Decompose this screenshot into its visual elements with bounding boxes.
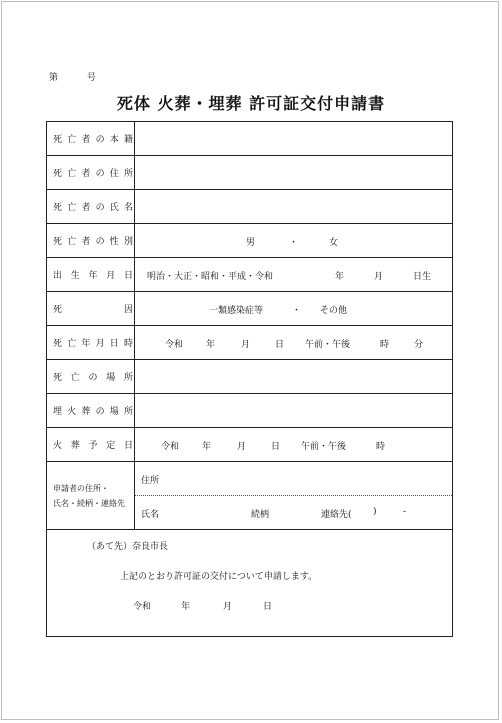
field-death-datetime[interactable] xyxy=(135,326,453,360)
field-deceased-address[interactable] xyxy=(135,156,453,190)
doc-number-prefix: 第 xyxy=(49,73,59,83)
death-ampm[interactable]: 午前・午後 xyxy=(305,340,351,350)
label-birth-date: 出 生 年 月 日 xyxy=(47,258,135,292)
row-applicant xyxy=(47,462,453,530)
field-cremation-date[interactable] xyxy=(135,428,453,462)
death-era: 令和 xyxy=(165,340,184,350)
applicant-contact-dash: - xyxy=(403,507,407,517)
field-deceased-domicile[interactable] xyxy=(135,122,453,156)
cremation-year-unit: 年 xyxy=(202,442,212,452)
label-death-place: 死 亡 の 場 所 xyxy=(47,360,135,394)
option-male[interactable]: 男 xyxy=(246,238,256,248)
label-deceased-address: 死 亡 者 の 住 所 xyxy=(47,156,135,190)
applicant-name-label: 氏名 xyxy=(141,510,160,520)
closing-section xyxy=(47,530,453,637)
cause-option-infectious[interactable]: 一類感染症等 xyxy=(209,306,264,316)
applicant-name-field[interactable] xyxy=(135,496,452,529)
row-deceased-address xyxy=(47,156,453,190)
closing-day-unit: 日 xyxy=(263,602,273,612)
field-deceased-name[interactable] xyxy=(135,190,453,224)
cause-separator: ・ xyxy=(292,306,302,316)
applicant-contact-label: 連絡先( xyxy=(321,510,352,520)
row-deceased-name xyxy=(47,190,453,224)
cremation-hour-unit: 時 xyxy=(376,442,386,452)
addressee: （あて先）奈良市長 xyxy=(87,542,169,552)
label-deceased-sex: 死 亡 者 の 性 別 xyxy=(47,224,135,258)
field-burial-place[interactable] xyxy=(135,394,453,428)
applicant-label-line2: 氏名・続柄・連絡先 xyxy=(53,498,125,508)
row-cremation-date xyxy=(47,428,453,462)
label-burial-place: 埋 火 葬 の 場 所 xyxy=(47,394,135,428)
label-cremation-date: 火 葬 予 定 日 xyxy=(47,428,135,462)
label-death-datetime: 死 亡 年 月 日 時 xyxy=(47,326,135,360)
label-deceased-domicile: 死 亡 者 の 本 籍 xyxy=(47,122,135,156)
label-deceased-name: 死 亡 者 の 氏 名 xyxy=(47,190,135,224)
document-number xyxy=(49,70,96,83)
field-cause-of-death[interactable] xyxy=(135,292,453,326)
application-form xyxy=(46,121,453,637)
applicant-address-field[interactable] xyxy=(135,462,452,496)
death-hour-unit: 時 xyxy=(380,340,390,350)
form-title: 死体 火葬・埋葬 許可証交付申請書 xyxy=(116,94,386,113)
row-birth-date xyxy=(47,258,453,292)
cause-option-other[interactable]: その他 xyxy=(320,306,348,316)
sex-separator: ・ xyxy=(289,238,299,248)
application-statement: 上記のとおり許可証の交付について申請します。 xyxy=(120,572,318,582)
death-day-unit: 日 xyxy=(275,340,285,350)
row-cause-of-death xyxy=(47,292,453,326)
birth-era-options[interactable]: 明治・大正・昭和・平成・令和 xyxy=(147,272,274,282)
death-minute-unit: 分 xyxy=(414,340,424,350)
death-month-unit: 月 xyxy=(241,340,251,350)
closing-year-unit: 年 xyxy=(181,602,191,612)
label-applicant xyxy=(47,462,135,530)
option-female[interactable]: 女 xyxy=(329,238,339,248)
field-death-place[interactable] xyxy=(135,360,453,394)
birth-month-unit: 月 xyxy=(374,272,384,282)
applicant-relation-label: 続柄 xyxy=(251,510,270,520)
cremation-month-unit: 月 xyxy=(237,442,247,452)
death-year-unit: 年 xyxy=(206,340,216,350)
row-death-datetime xyxy=(47,326,453,360)
birth-day-unit: 日生 xyxy=(413,272,432,282)
label-cause-of-death: 死 因 xyxy=(47,292,135,326)
cremation-day-unit: 日 xyxy=(271,442,281,452)
applicant-label-line1: 申請者の住所・ xyxy=(53,483,109,493)
doc-number-suffix: 号 xyxy=(86,73,96,83)
closing-month-unit: 月 xyxy=(223,602,233,612)
field-applicant xyxy=(135,462,453,530)
applicant-contact-close: ) xyxy=(373,507,377,517)
applicant-address-label: 住所 xyxy=(141,476,160,486)
row-burial-place xyxy=(47,394,453,428)
closing-era: 令和 xyxy=(133,602,152,612)
field-deceased-sex[interactable] xyxy=(135,224,453,258)
row-closing xyxy=(47,530,453,637)
row-death-place xyxy=(47,360,453,394)
birth-year-unit: 年 xyxy=(335,272,345,282)
cremation-era: 令和 xyxy=(161,442,180,452)
field-birth-date[interactable] xyxy=(135,258,453,292)
cremation-ampm[interactable]: 午前・午後 xyxy=(301,442,347,452)
row-deceased-sex xyxy=(47,224,453,258)
row-deceased-domicile xyxy=(47,122,453,156)
